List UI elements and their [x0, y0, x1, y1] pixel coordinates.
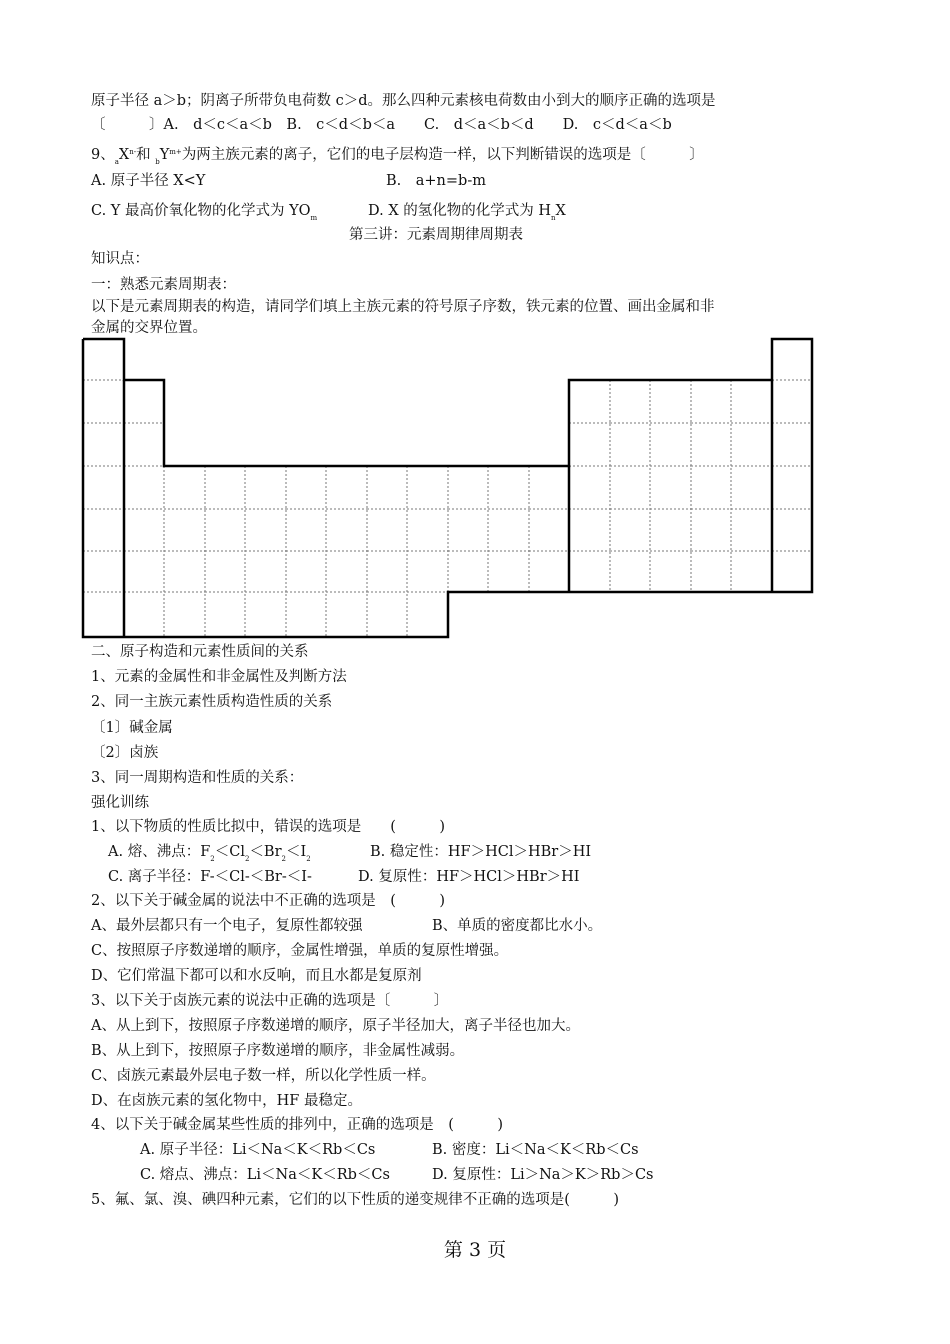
- part2-title: 二、原子构造和元素性质间的关系: [91, 644, 309, 660]
- drill-q3-option-d: D、在卤族元素的氢化物中，HF 最稳定。: [91, 1093, 362, 1109]
- part2-item1: 1、元素的金属性和非金属性及判断方法: [91, 669, 347, 685]
- drill-q1-option-b: B. 稳定性：HF＞HCl＞HBr＞HI: [370, 844, 592, 860]
- drill-q4-option-b: B. 密度：Li＜Na＜K＜Rb＜Cs: [432, 1142, 639, 1158]
- drill-q3-option-b: B、从上到下，按照原子序数递增的顺序，非金属性减弱。: [91, 1043, 465, 1059]
- q1-a-text: A. 熔、沸点：F: [108, 844, 211, 860]
- knowledge-heading: 知识点：: [91, 251, 149, 267]
- drill-q3-option-a: A、从上到下，按照原子序数递增的顺序，原子半径加大，离子半径也加大。: [91, 1018, 580, 1034]
- drill-q4-option-a: A. 原子半径：Li＜Na＜K＜Rb＜Cs: [140, 1142, 376, 1158]
- q9-option-b: B. a+n=b-m: [386, 173, 486, 189]
- q9-y-charge: m+: [169, 148, 182, 156]
- q8-line1: 原子半径 a＞b；阴离子所带负电荷数 c＞d。那么四种元素核电荷数由小到大的顺序正确的选项是: [91, 93, 716, 109]
- q9-number: 9、: [91, 147, 115, 163]
- q8-options: 〔 〕A. d＜c＜a＜b B. c＜d＜b＜a C. d＜a＜b＜d D. c＜d＜a＜b: [91, 117, 672, 133]
- q9-option-d-x: X: [555, 203, 566, 219]
- drill-q1-option-c: C. 离子半径：F-＜Cl-＜Br-＜I-: [108, 869, 312, 885]
- drill-q4-stem: 4、以下关于碱金属某些性质的排列中，正确的选项是 ( ): [91, 1117, 504, 1133]
- drill-q2-option-b: B、单质的密度都比水小。: [432, 918, 603, 934]
- section-title: 第三讲：元素周期律周期表: [349, 227, 523, 243]
- q1-a-sub: 2: [281, 855, 286, 863]
- q9-x-sub: a: [114, 158, 119, 166]
- q9-option-c-sub: m: [310, 214, 318, 222]
- q9-x-charge: n-: [129, 148, 137, 156]
- part2-item2: 2、同一主族元素性质构造性质的关系: [91, 694, 333, 710]
- q1-a-text: ＜Cl: [214, 844, 245, 860]
- q9-option-c-text: C. Y 最高价氧化物的化学式为 YO: [91, 203, 311, 219]
- drill-q4-option-c: C. 熔点、沸点：Li＜Na＜K＜Rb＜Cs: [140, 1167, 390, 1183]
- q9-x-symbol: X: [118, 147, 130, 163]
- q9-option-a: A. 原子半径 X<Y: [91, 173, 206, 189]
- drill-title: 强化训练: [91, 795, 149, 811]
- drill-q4-option-d: D. 复原性：Li＞Na＞K＞Rb＞Cs: [432, 1167, 654, 1183]
- part2-sub2: 〔2〕卤族: [91, 745, 159, 761]
- q9-y-sub: b: [155, 158, 160, 166]
- q1-a-sub: 2: [244, 855, 250, 863]
- q9-option-d-text: D. X 的氢化物的化学式为 H: [368, 203, 552, 219]
- drill-q5-stem: 5、氟、氯、溴、碘四种元素，它们的以下性质的递变规律不正确的选项是( ): [91, 1192, 620, 1208]
- drill-q1-stem: 1、以下物质的性质比拟中，错误的选项是 ( ): [91, 819, 446, 835]
- part1-intro-line2: 金属的交界位置。: [91, 320, 207, 336]
- q1-a-sub: 2: [306, 855, 311, 863]
- drill-q2-option-c: C、按照原子序数递增的顺序，金属性增强，单质的复原性增强。: [91, 943, 509, 959]
- drill-q2-option-d: D、它们常温下都可以和水反响，而且水都是复原剂: [91, 968, 422, 984]
- q9-y-symbol: Y: [159, 147, 170, 163]
- q1-a-sub: 2: [210, 855, 215, 863]
- drill-q1-option-d: D. 复原性：HF＞HCl＞HBr＞HI: [358, 869, 580, 885]
- periodic-table-grid: [0, 0, 950, 650]
- q1-a-text: ＜Br: [249, 844, 282, 860]
- page-number: 第 3 页: [443, 1239, 507, 1261]
- drill-q1-option-a: [108, 843, 311, 868]
- drill-q2-option-a: A、最外层都只有一个电子，复原性都较强: [91, 918, 363, 934]
- q1-a-text: ＜I: [286, 844, 307, 860]
- part1-intro-line1: 以下是元素周期表的构造，请同学们填上主族元素的符号原子序数，铁元素的位置、画出金属和非: [91, 299, 715, 315]
- part2-sub1: 〔1〕碱金属: [91, 720, 173, 736]
- q9-option-d-sub: n: [551, 214, 556, 222]
- drill-q3-stem: 3、以下关于卤族元素的说法中正确的选项是〔 〕: [91, 993, 449, 1009]
- drill-q2-stem: 2、以下关于碱金属的说法中不正确的选项是 ( ): [91, 893, 446, 909]
- q9-stem-text: 为两主族元素的离子，它们的电子层构造一样，以下判断错误的选项是〔 〕: [181, 147, 704, 163]
- part2-item3: 3、同一周期构造和性质的关系：: [91, 770, 304, 786]
- part1-title: 一：熟悉元素周期表：: [91, 277, 236, 293]
- q9-and: 和: [136, 147, 151, 163]
- drill-q3-option-c: C、卤族元素最外层电子数一样，所以化学性质一样。: [91, 1068, 436, 1084]
